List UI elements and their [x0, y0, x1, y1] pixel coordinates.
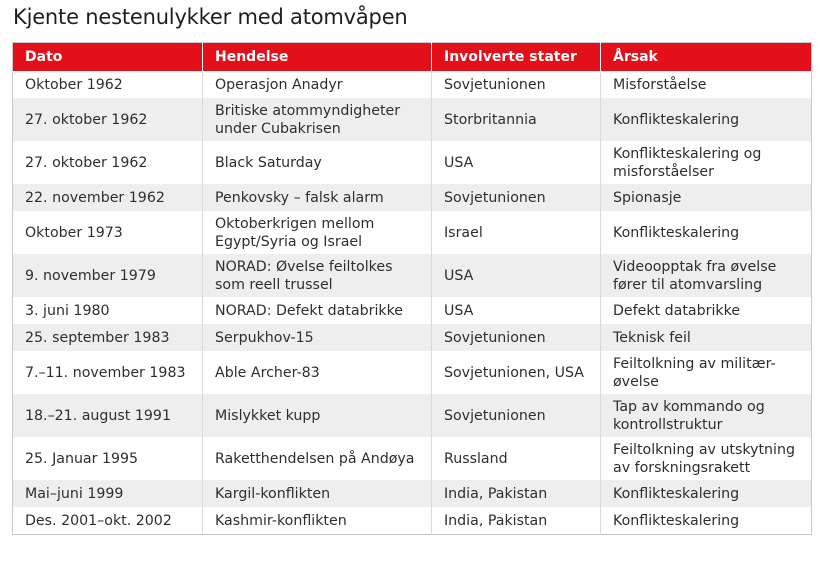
table-header	[13, 43, 812, 72]
cell-arsak: Konflikteskalering	[601, 480, 812, 507]
table-row	[13, 297, 812, 324]
cell-stater: Sovjetunionen	[432, 71, 601, 98]
cell-arsak: Feiltolkning av utskytning av forskningsrakett	[601, 437, 812, 480]
table-body	[13, 71, 812, 535]
table-row	[13, 141, 812, 184]
table-row	[13, 71, 812, 98]
table-row	[13, 324, 812, 351]
incidents-table	[12, 42, 812, 535]
cell-arsak: Konflikteskalering	[601, 98, 812, 141]
cell-hendelse: Able Archer-83	[203, 351, 432, 394]
cell-stater: Sovjetunionen	[432, 184, 601, 211]
cell-hendelse: Operasjon Anadyr	[203, 71, 432, 98]
column-header-dato: Dato	[13, 43, 203, 72]
cell-hendelse: Serpukhov-15	[203, 324, 432, 351]
cell-arsak: Tap av kommando og kontrollstruktur	[601, 394, 812, 437]
cell-arsak: Teknisk feil	[601, 324, 812, 351]
cell-stater: Sovjetunionen	[432, 394, 601, 437]
cell-stater: USA	[432, 297, 601, 324]
cell-arsak: Konflikteskalering og misforståelser	[601, 141, 812, 184]
cell-dato: Des. 2001–okt. 2002	[13, 507, 203, 535]
header-row	[13, 43, 812, 72]
cell-stater: India, Pakistan	[432, 507, 601, 535]
cell-stater: USA	[432, 141, 601, 184]
cell-dato: 7.–11. november 1983	[13, 351, 203, 394]
cell-hendelse: Oktoberkrigen mellom Egypt/Syria og Israel	[203, 211, 432, 254]
cell-stater: Storbritannia	[432, 98, 601, 141]
cell-arsak: Konflikteskalering	[601, 507, 812, 535]
cell-stater: Sovjetunionen	[432, 324, 601, 351]
column-header-involverte-stater: Involverte stater	[432, 43, 601, 72]
cell-hendelse: Raketthendelsen på Andøya	[203, 437, 432, 480]
table-row	[13, 437, 812, 480]
cell-stater: India, Pakistan	[432, 480, 601, 507]
table-row	[13, 480, 812, 507]
cell-dato: 9. november 1979	[13, 254, 203, 297]
table-row	[13, 184, 812, 211]
table-row	[13, 351, 812, 394]
cell-arsak: Konflikteskalering	[601, 211, 812, 254]
cell-dato: Oktober 1962	[13, 71, 203, 98]
cell-dato: 18.–21. august 1991	[13, 394, 203, 437]
table-row	[13, 394, 812, 437]
cell-dato: Mai–juni 1999	[13, 480, 203, 507]
cell-dato: 27. oktober 1962	[13, 141, 203, 184]
table-row	[13, 211, 812, 254]
cell-hendelse: NORAD: Defekt databrikke	[203, 297, 432, 324]
column-header-hendelse: Hendelse	[203, 43, 432, 72]
cell-arsak: Videoopptak fra øvelse fører til atomvarsling	[601, 254, 812, 297]
cell-hendelse: Kargil-konflikten	[203, 480, 432, 507]
cell-arsak: Misforståelse	[601, 71, 812, 98]
cell-stater: Russland	[432, 437, 601, 480]
cell-dato: 27. oktober 1962	[13, 98, 203, 141]
cell-hendelse: Mislykket kupp	[203, 394, 432, 437]
cell-dato: 25. Januar 1995	[13, 437, 203, 480]
cell-hendelse: NORAD: Øvelse feiltolkes som reell trussel	[203, 254, 432, 297]
cell-arsak: Spionasje	[601, 184, 812, 211]
cell-dato: 3. juni 1980	[13, 297, 203, 324]
cell-hendelse: Kashmir-konflikten	[203, 507, 432, 535]
table-row	[13, 98, 812, 141]
table-row	[13, 254, 812, 297]
cell-dato: Oktober 1973	[13, 211, 203, 254]
cell-arsak: Feiltolkning av militær- øvelse	[601, 351, 812, 394]
cell-dato: 25. september 1983	[13, 324, 203, 351]
cell-stater: Israel	[432, 211, 601, 254]
cell-stater: USA	[432, 254, 601, 297]
page-title: Kjente nestenulykker med atomvåpen	[13, 5, 408, 29]
cell-dato: 22. november 1962	[13, 184, 203, 211]
column-header-arsak: Årsak	[601, 43, 812, 72]
cell-hendelse: Black Saturday	[203, 141, 432, 184]
table-row	[13, 507, 812, 535]
cell-arsak: Defekt databrikke	[601, 297, 812, 324]
cell-stater: Sovjetunionen, USA	[432, 351, 601, 394]
cell-hendelse: Britiske atommyndigheter under Cubakrisen	[203, 98, 432, 141]
cell-hendelse: Penkovsky – falsk alarm	[203, 184, 432, 211]
